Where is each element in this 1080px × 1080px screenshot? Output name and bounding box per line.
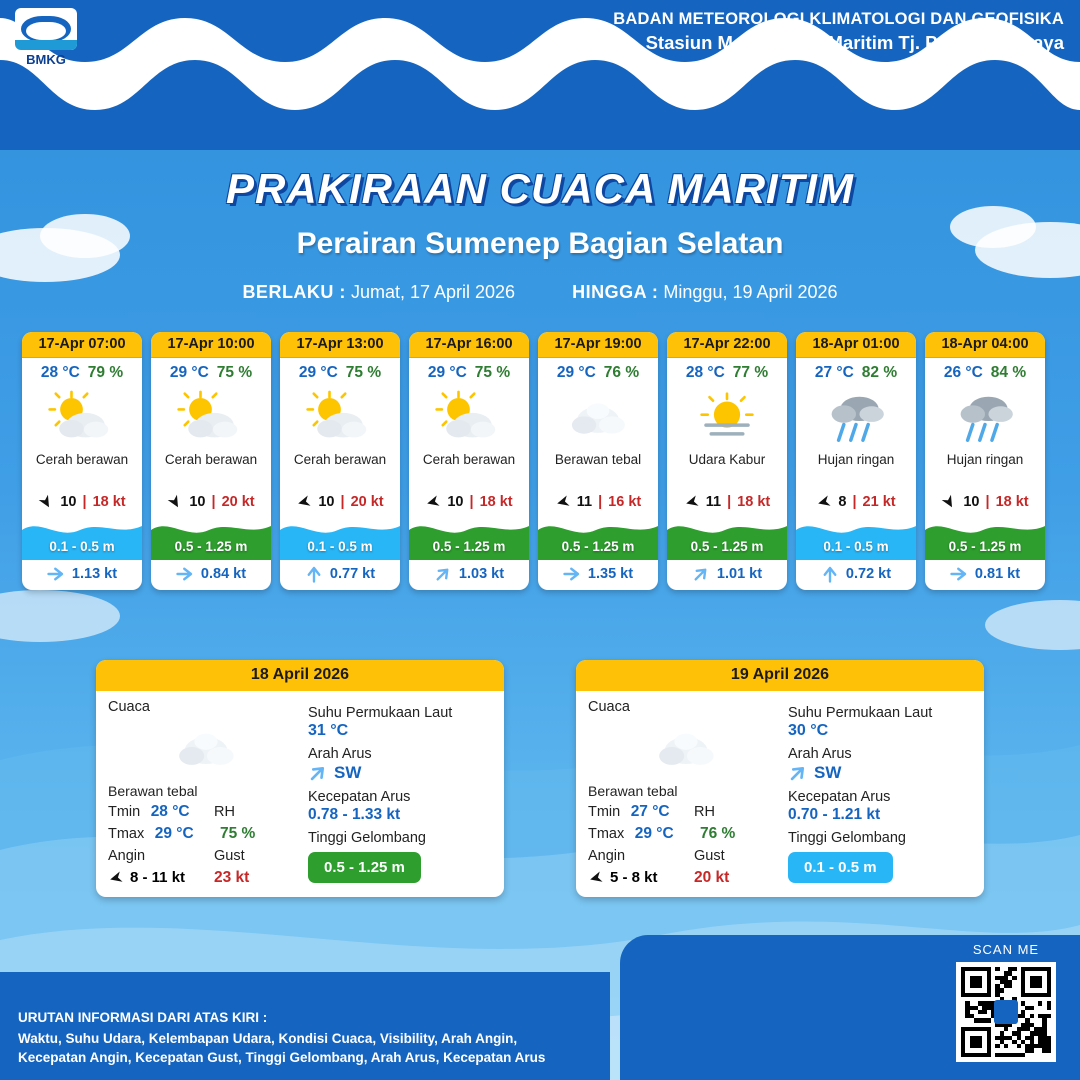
rh-label: RH (694, 804, 715, 820)
tmin-value: 27 °C (630, 803, 670, 820)
wind-gust: 20 kt (221, 494, 255, 510)
valid-from-label: BERLAKU : (242, 282, 346, 302)
wind-speed: 11 (576, 494, 593, 510)
wind-direction-arrow-icon (425, 494, 441, 510)
weather-icon (280, 384, 400, 450)
weather-icon (796, 384, 916, 450)
title-sub: Perairan Sumenep Bagian Selatan (296, 227, 784, 260)
current-direction-arrow-icon (434, 565, 452, 583)
relative-humidity: 76 % (603, 364, 640, 381)
air-temperature: 29 °C (427, 364, 467, 381)
hourly-forecast-card: 17-Apr 22:00 28 °C 77 % Udara Kabur 11 | 18 kt 0.5 - 1.25 m 1.01 kt (667, 332, 787, 590)
daily-forecast-row (96, 660, 984, 897)
title-main: PRAKIRAAN CUACA MARITIM (225, 165, 855, 212)
station-name: Stasiun Meteorologi Maritim Tj. Perak Surabaya (645, 32, 1064, 53)
tmin-label: Tmin (588, 804, 621, 820)
current-speed: 1.13 kt (71, 566, 118, 582)
hourly-forecast-card: 17-Apr 10:00 29 °C 75 % Cerah berawan 10 | 20 kt 0.5 - 1.25 m 0.84 kt (151, 332, 271, 590)
air-temperature: 27 °C (814, 364, 854, 381)
weather-icon (409, 384, 529, 450)
current-direction-value: SW (334, 763, 362, 782)
wind-gust: 18 kt (92, 494, 126, 510)
qr-code-image[interactable] (956, 962, 1056, 1062)
wind-gust: 18 kt (995, 494, 1029, 510)
forecast-time: 17-Apr 22:00 (667, 332, 787, 358)
sst-value: 30 °C (788, 722, 829, 739)
wind-direction-arrow-icon (588, 870, 604, 886)
wind-gust: 16 kt (608, 494, 642, 510)
wave-height: 0.5 - 1.25 m (690, 539, 764, 554)
current-direction-arrow-icon (563, 565, 581, 583)
weather-condition: Berawan tebal (588, 783, 678, 799)
hourly-forecast-card: 17-Apr 13:00 29 °C 75 % Cerah berawan 10 | 20 kt 0.1 - 0.5 m 0.77 kt (280, 332, 400, 590)
weather-icon (588, 715, 784, 781)
weather-condition: Cerah berawan (422, 452, 516, 467)
weather-label: Cuaca (108, 699, 150, 715)
wind-gust: 20 kt (350, 494, 384, 510)
current-speed: 1.03 kt (458, 566, 505, 582)
wave-height: 0.5 - 1.25 m (561, 539, 635, 554)
forecast-time: 17-Apr 19:00 (538, 332, 658, 358)
wind-speed-range: 5 - 8 kt (610, 869, 658, 886)
daily-date: 19 April 2026 (576, 660, 984, 691)
wave-height-block (925, 516, 1045, 560)
tmin-label: Tmin (108, 804, 141, 820)
wind-direction-arrow-icon (38, 494, 54, 510)
forecast-time: 17-Apr 13:00 (280, 332, 400, 358)
gust-value: 23 kt (214, 869, 250, 886)
relative-humidity: 75 % (345, 364, 382, 381)
qr-code-block[interactable] (956, 942, 1056, 1062)
weather-icon (151, 384, 271, 450)
weather-icon (925, 384, 1045, 450)
wave-height-label: Tinggi Gelombang (788, 830, 906, 846)
wave-height-block (22, 516, 142, 560)
current-speed-label: Kecepatan Arus (788, 789, 891, 805)
legend-footer (18, 1008, 545, 1068)
wind-direction-arrow-icon (816, 494, 832, 510)
gust-label: Gust (214, 848, 245, 864)
wave-height-value: 0.5 - 1.25 m (308, 852, 421, 883)
wind-direction-arrow-icon (555, 494, 571, 510)
forecast-time: 18-Apr 04:00 (925, 332, 1045, 358)
logo-mark (15, 8, 77, 50)
air-temperature: 29 °C (169, 364, 209, 381)
tmin-value: 28 °C (150, 803, 190, 820)
hourly-forecast-card: 17-Apr 19:00 29 °C 76 % Berawan tebal 11 | 16 kt 0.5 - 1.25 m 1.35 kt (538, 332, 658, 590)
rh-label: RH (214, 804, 235, 820)
current-speed: 0.77 kt (329, 566, 376, 582)
wind-speed: 10 (189, 494, 206, 510)
tmax-value: 29 °C (154, 825, 194, 842)
sst-label: Suhu Permukaan Laut (788, 705, 933, 721)
wave-height-block (796, 516, 916, 560)
valid-to-value: Minggu, 19 April 2026 (663, 282, 838, 302)
weather-condition: Hujan ringan (817, 452, 895, 467)
air-temperature: 26 °C (943, 364, 983, 381)
current-direction-arrow-icon (788, 763, 808, 783)
sst-value: 31 °C (308, 722, 349, 739)
current-direction-label: Arah Arus (788, 746, 852, 762)
daily-forecast-panel (576, 660, 984, 897)
page-title (0, 165, 1080, 261)
wind-gust: 18 kt (737, 494, 771, 510)
rh-value: 75 % (220, 825, 256, 842)
wind-label: Angin (108, 848, 146, 864)
current-direction-arrow-icon (950, 565, 968, 583)
wind-direction-arrow-icon (108, 870, 124, 886)
wind-direction-arrow-icon (684, 494, 700, 510)
air-temperature: 29 °C (298, 364, 338, 381)
relative-humidity: 84 % (990, 364, 1027, 381)
hourly-forecast-card: 18-Apr 04:00 26 °C 84 % Hujan ringan 10 | 18 kt 0.5 - 1.25 m 0.81 kt (925, 332, 1045, 590)
wave-height: 0.1 - 0.5 m (823, 539, 889, 554)
tmax-label: Tmax (588, 826, 625, 842)
current-speed: 1.35 kt (587, 566, 634, 582)
wave-height: 0.1 - 0.5 m (307, 539, 373, 554)
hourly-forecast-row (22, 332, 1062, 590)
weather-condition: Hujan ringan (946, 452, 1024, 467)
wind-speed: 11 (705, 494, 722, 510)
wind-speed: 10 (447, 494, 464, 510)
current-speed: 0.84 kt (200, 566, 247, 582)
wind-label: Angin (588, 848, 626, 864)
relative-humidity: 75 % (474, 364, 511, 381)
wind-direction-arrow-icon (296, 494, 312, 510)
weather-icon (108, 715, 304, 781)
sst-label: Suhu Permukaan Laut (308, 705, 453, 721)
weather-condition: Cerah berawan (35, 452, 129, 467)
current-speed: 1.01 kt (716, 566, 763, 582)
wind-gust: 21 kt (862, 494, 896, 510)
weather-condition: Cerah berawan (293, 452, 387, 467)
current-direction-label: Arah Arus (308, 746, 372, 762)
wind-speed-range: 8 - 11 kt (130, 869, 186, 886)
current-direction-arrow-icon (308, 763, 328, 783)
weather-label: Cuaca (588, 699, 630, 715)
forecast-time: 17-Apr 16:00 (409, 332, 529, 358)
daily-forecast-panel (96, 660, 504, 897)
validity-period (0, 282, 1080, 303)
daily-date: 18 April 2026 (96, 660, 504, 691)
current-speed-value: 0.70 - 1.21 kt (788, 806, 881, 823)
tmax-label: Tmax (108, 826, 145, 842)
current-direction-arrow-icon (821, 565, 839, 583)
scan-me-label: SCAN ME (972, 942, 1040, 957)
hourly-forecast-card: 18-Apr 01:00 27 °C 82 % Hujan ringan 8 | 21 kt 0.1 - 0.5 m 0.72 kt (796, 332, 916, 590)
current-direction-arrow-icon (692, 565, 710, 583)
current-speed: 0.72 kt (845, 566, 892, 582)
bmkg-logo (10, 8, 82, 67)
air-temperature: 28 °C (40, 364, 80, 381)
legend-line-1: Waktu, Suhu Udara, Kelembapan Udara, Kondisi Cuaca, Visibility, Arah Angin, (18, 1030, 518, 1046)
relative-humidity: 75 % (216, 364, 253, 381)
wave-height-block (280, 516, 400, 560)
wind-speed: 10 (318, 494, 335, 510)
weather-icon (538, 384, 658, 450)
current-direction-arrow-icon (176, 565, 194, 583)
tmax-value: 29 °C (634, 825, 674, 842)
legend-title: URUTAN INFORMASI DARI ATAS KIRI : (18, 1010, 268, 1026)
weather-condition: Berawan tebal (554, 452, 642, 467)
wave-height: 0.5 - 1.25 m (948, 539, 1022, 554)
forecast-time: 17-Apr 07:00 (22, 332, 142, 358)
valid-to-label: HINGGA : (572, 282, 659, 302)
wave-height-value: 0.1 - 0.5 m (788, 852, 893, 883)
wave-height-block (151, 516, 271, 560)
wind-speed: 10 (963, 494, 980, 510)
gust-label: Gust (694, 848, 725, 864)
hourly-forecast-card: 17-Apr 16:00 29 °C 75 % Cerah berawan 10 | 18 kt 0.5 - 1.25 m 1.03 kt (409, 332, 529, 590)
wind-direction-arrow-icon (167, 494, 183, 510)
wind-direction-arrow-icon (941, 494, 957, 510)
current-speed-label: Kecepatan Arus (308, 789, 411, 805)
wave-height-label: Tinggi Gelombang (308, 830, 426, 846)
current-direction-value: SW (814, 763, 842, 782)
weather-condition: Berawan tebal (108, 783, 198, 799)
wave-height-block (409, 516, 529, 560)
wave-height: 0.1 - 0.5 m (49, 539, 115, 554)
gust-value: 20 kt (694, 869, 730, 886)
wind-speed: 8 (838, 494, 847, 510)
current-speed: 0.81 kt (974, 566, 1021, 582)
relative-humidity: 77 % (732, 364, 769, 381)
weather-condition: Udara Kabur (688, 452, 766, 467)
agency-header (613, 10, 1064, 54)
air-temperature: 28 °C (685, 364, 725, 381)
wave-height: 0.5 - 1.25 m (174, 539, 248, 554)
wave-height-block (667, 516, 787, 560)
forecast-time: 17-Apr 10:00 (151, 332, 271, 358)
weather-icon (22, 384, 142, 450)
wave-height-block (538, 516, 658, 560)
relative-humidity: 82 % (861, 364, 898, 381)
wind-speed: 10 (60, 494, 77, 510)
agency-name: BADAN METEOROLOGI KLIMATOLOGI DAN GEOFISIKA (613, 10, 1064, 28)
current-direction-arrow-icon (305, 565, 323, 583)
current-speed-value: 0.78 - 1.33 kt (308, 806, 401, 823)
weather-icon (667, 384, 787, 450)
weather-condition: Cerah berawan (164, 452, 258, 467)
valid-from-value: Jumat, 17 April 2026 (350, 282, 516, 302)
wind-gust: 18 kt (479, 494, 513, 510)
logo-text: BMKG (26, 52, 66, 67)
relative-humidity: 79 % (87, 364, 124, 381)
forecast-time: 18-Apr 01:00 (796, 332, 916, 358)
legend-line-2: Kecepatan Angin, Kecepatan Gust, Tinggi Gelombang, Arah Arus, Kecepatan Arus (18, 1050, 546, 1066)
air-temperature: 29 °C (556, 364, 596, 381)
wave-height: 0.5 - 1.25 m (432, 539, 506, 554)
hourly-forecast-card: 17-Apr 07:00 28 °C 79 % Cerah berawan 10 | 18 kt 0.1 - 0.5 m 1.13 kt (22, 332, 142, 590)
current-direction-arrow-icon (47, 565, 65, 583)
rh-value: 76 % (700, 825, 736, 842)
